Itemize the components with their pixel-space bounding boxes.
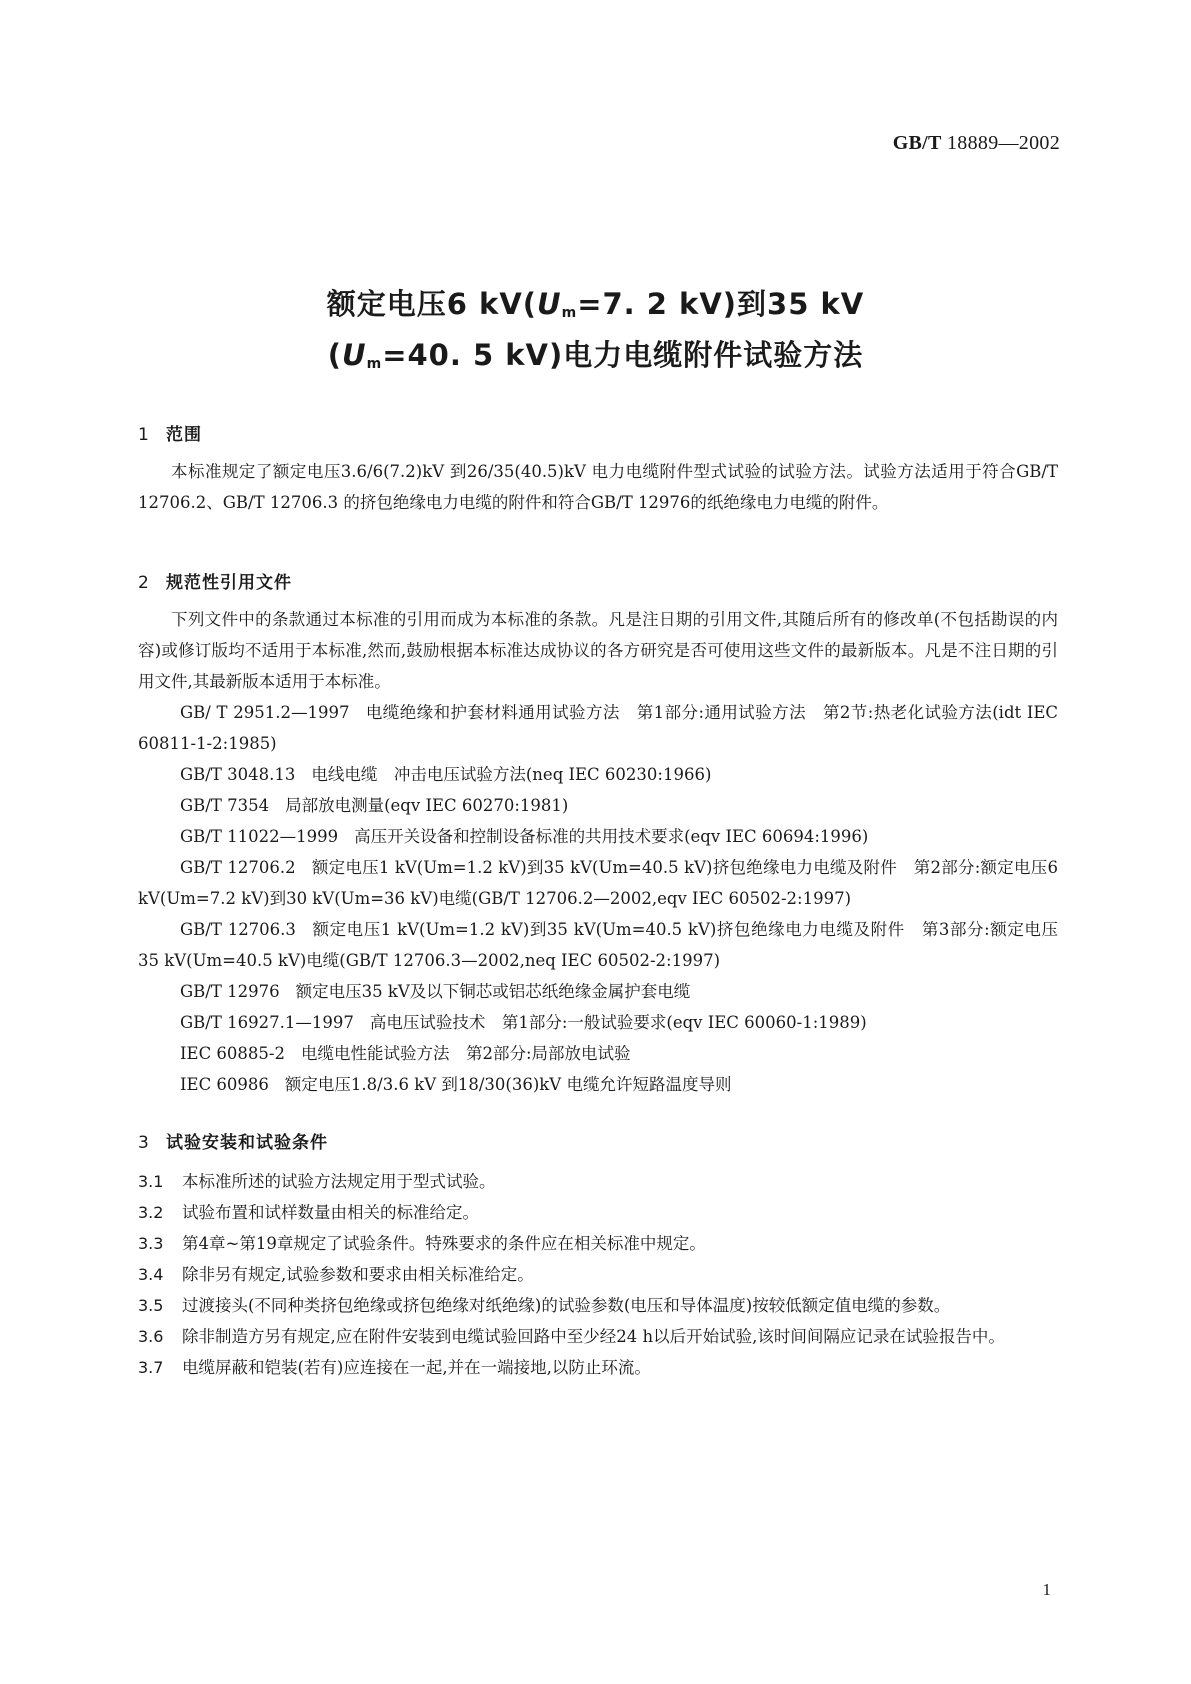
section-heading-test-conditions: 3 试验安装和试验条件 [138, 1133, 328, 1153]
reference-item: GB/T 11022—1999 高压开关设备和控制设备标准的共用技术要求(eqv IEC 60694:1996) [180, 827, 869, 846]
clause-item: 3.7 电缆屏蔽和铠装(若有)应连接在一起,并在一端接地,以防止环流。 [138, 1358, 651, 1377]
section-3-body [138, 1166, 1058, 1383]
standard-code: GB/T 18889—2002 [892, 132, 1060, 154]
reference-item: IEC 60885-2 电缆电性能试验方法 第2部分:局部放电试验 [180, 1044, 631, 1063]
clause-item: 3.4 除非另有规定,试验参数和要求由相关标准给定。 [138, 1265, 534, 1284]
references-intro-paragraph: 下列文件中的条款通过本标准的引用而成为本标准的条款。凡是注日期的引用文件,其随后所有的修改单(不包括勘误的内容)或修订版均不适用于本标准,然而,鼓励根据本标准达成协议的各方研究是否可使用这些文件的最新版本。凡是不注日期的引用文件,其最新版本适用于本标准。 [138, 610, 1058, 691]
clause-item: 3.5 过渡接头(不同种类挤包绝缘或挤包绝缘对纸绝缘)的试验参数(电压和导体温度)按较低额定值电缆的参数。 [138, 1296, 951, 1315]
scope-paragraph: 本标准规定了额定电压3.6/6(7.2)kV 到26/35(40.5)kV 电力电缆附件型式试验的试验方法。试验方法适用于符合GB/T 12706.2、GB/T 12706.3 的挤包绝缘电力电缆的附件和符合GB/T 12976的纸绝缘电力电缆的附件。 [138, 462, 1058, 512]
clause-item: 3.3 第4章~第19章规定了试验条件。特殊要求的条件应在相关标准中规定。 [138, 1234, 706, 1253]
reference-item: GB/T 12976 额定电压35 kV及以下铜芯或铝芯纸绝缘金属护套电缆 [180, 982, 691, 1001]
section-1-body [138, 456, 1058, 518]
page-number: 1 [1042, 1580, 1051, 1599]
reference-item: GB/T 12706.2 额定电压1 kV(Um=1.2 kV)到35 kV(Um=40.5 kV)挤包绝缘电力电缆及附件 第2部分:额定电压6 kV(Um=7.2 kV)到30 kV(Um=36 kV)电缆(GB/T 12706.2—2002,eqv IEC 60502-2:1997) [138, 858, 1058, 908]
clause-item: 3.2 试验布置和试样数量由相关的标准给定。 [138, 1203, 479, 1222]
section-heading-normative-references: 2 规范性引用文件 [138, 573, 292, 593]
document-title-line-1: 额定电压6 $kV(U_m=7$. 2 kV)到35 kV [326, 287, 865, 321]
reference-item: GB/T 3048.13 电线电缆 冲击电压试验方法(neq IEC 60230:1966) [180, 765, 712, 784]
clause-item: 3.1 本标准所述的试验方法规定用于型式试验。 [138, 1172, 496, 1191]
reference-item: GB/ T 2951.2—1997 电缆绝缘和护套材料通用试验方法 第1部分:通用试验方法 第2节:热老化试验方法(idt IEC 60811-1-2:1985) [138, 703, 1059, 753]
reference-item: GB/T 7354 局部放电测量(eqv IEC 60270:1981) [180, 796, 569, 815]
reference-item: GB/T 12706.3 额定电压1 kV(Um=1.2 kV)到35 kV(Um=40.5 kV)挤包绝缘电力电缆及附件 第3部分:额定电压35 kV(Um=40.5 kV)电缆(GB/T 12706.3—2002,neq IEC 60502-2:1997) [138, 920, 1058, 970]
reference-item: IEC 60986 额定电压1.8/3.6 kV 到18/30(36)kV 电缆允许短路温度导则 [180, 1075, 732, 1094]
reference-item: GB/T 16927.1—1997 高电压试验技术 第1部分:一般试验要求(eqv IEC 60060-1:1989) [180, 1013, 867, 1032]
document-title-line-2: ($U_m=40$. 5 kV)电力电缆附件试验方法 [327, 338, 864, 372]
clause-item: 3.6 除非制造方另有规定,应在附件安装到电缆试验回路中至少经24 h以后开始试验,该时间间隔应记录在试验报告中。 [138, 1327, 1005, 1346]
section-heading-scope: 1 范围 [138, 425, 202, 445]
section-2-body [138, 604, 1058, 1100]
